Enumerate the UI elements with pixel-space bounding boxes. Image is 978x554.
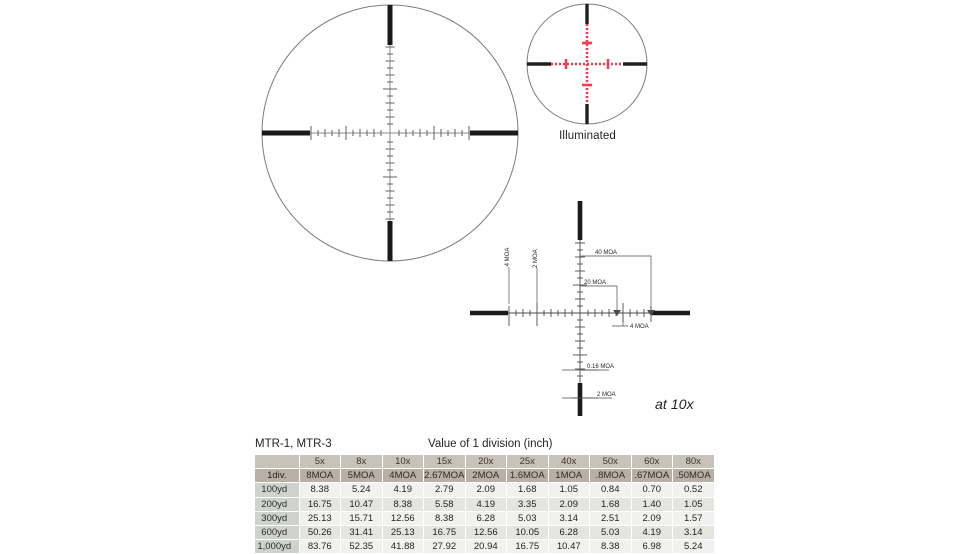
cell-1000yd-60x: 6.98 (631, 540, 673, 554)
cell-600yd-40x: 6.28 (548, 526, 590, 540)
header-mag-50x: 50x (590, 455, 632, 469)
cell-1000yd-10x: 41.88 (382, 540, 424, 554)
cell-200yd-40x: 2.09 (548, 497, 590, 511)
cell-600yd-25x: 10.05 (507, 526, 549, 540)
division-value-40x: 1MOA (548, 469, 590, 483)
row-label-300yd: 300yd (255, 511, 299, 525)
header-mag-80x: 80x (673, 455, 715, 469)
cell-200yd-50x: 1.68 (590, 497, 632, 511)
division-value-5x: 8MOA (299, 469, 341, 483)
cell-100yd-20x: 2.09 (465, 483, 507, 497)
cell-1000yd-50x: 8.38 (590, 540, 632, 554)
cell-100yd-15x: 2.79 (424, 483, 466, 497)
header-mag-25x: 25x (507, 455, 549, 469)
cell-600yd-15x: 16.75 (424, 526, 466, 540)
cell-300yd-20x: 6.28 (465, 511, 507, 525)
cell-1000yd-20x: 20.94 (465, 540, 507, 554)
reticle-model-title: MTR-1, MTR-3 (255, 438, 332, 450)
cell-100yd-60x: 0.70 (631, 483, 673, 497)
cell-200yd-8x: 10.47 (341, 497, 383, 511)
cell-200yd-10x: 8.38 (382, 497, 424, 511)
cell-100yd-5x: 8.38 (299, 483, 341, 497)
corner-cell-magnification (255, 455, 299, 469)
spec-table (255, 455, 715, 554)
table-row (255, 483, 714, 497)
header-mag-40x: 40x (548, 455, 590, 469)
cell-600yd-10x: 25.13 (382, 526, 424, 540)
spec-table-block (255, 438, 714, 554)
spec-table-head (255, 455, 714, 483)
cell-300yd-5x: 25.13 (299, 511, 341, 525)
cell-1000yd-25x: 16.75 (507, 540, 549, 554)
cell-300yd-25x: 5.03 (507, 511, 549, 525)
cell-1000yd-80x: 5.24 (673, 540, 715, 554)
table-titles (255, 438, 714, 455)
division-value-15x: 2.67MOA (424, 470, 465, 482)
cell-300yd-40x: 3.14 (548, 511, 590, 525)
cell-300yd-10x: 12.56 (382, 511, 424, 525)
division-value-20x: 2MOA (465, 469, 507, 483)
cell-300yd-8x: 15.71 (341, 511, 383, 525)
cell-200yd-60x: 1.40 (631, 497, 673, 511)
table-row (255, 497, 714, 511)
row-label-600yd: 600yd (255, 526, 299, 540)
table-row (255, 540, 714, 554)
cell-600yd-5x: 50.26 (299, 526, 341, 540)
ann-2-moa-left: 2 MOA (533, 249, 539, 268)
cell-200yd-80x: 1.05 (673, 497, 715, 511)
ann-20-moa: 20 MOA (584, 280, 607, 286)
leader-4-moa (612, 314, 628, 326)
cell-100yd-40x: 1.05 (548, 483, 590, 497)
header-mag-15x: 15x (424, 455, 466, 469)
value-of-division-title: Value of 1 division (inch) (428, 438, 553, 450)
cell-300yd-80x: 1.57 (673, 511, 715, 525)
cell-1000yd-5x: 83.76 (299, 540, 341, 554)
ann-016-moa: 0.16 MOA (587, 364, 615, 370)
cell-200yd-25x: 3.35 (507, 497, 549, 511)
spec-table-body (255, 483, 714, 554)
row-label-200yd: 200yd (255, 497, 299, 511)
cell-600yd-50x: 5.03 (590, 526, 632, 540)
detail-reticle-figure (462, 198, 732, 418)
illuminated-reticle-figure (505, 2, 670, 130)
ann-dot4-moa-left: .4 MOA (505, 247, 511, 268)
cell-100yd-10x: 4.19 (382, 483, 424, 497)
cell-1000yd-15x: 27.92 (424, 540, 466, 554)
division-value-25x: 1.6MOA (507, 469, 549, 483)
division-value-60x: .67MOA (631, 469, 673, 483)
division-header-row (255, 469, 714, 483)
header-mag-60x: 60x (631, 455, 673, 469)
header-1div-label: 1div. (255, 469, 299, 483)
header-mag-10x: 10x (382, 455, 424, 469)
cell-200yd-20x: 4.19 (465, 497, 507, 511)
detail-annotation-labels (505, 248, 649, 398)
cell-600yd-60x: 4.19 (631, 526, 673, 540)
table-row (255, 511, 714, 525)
row-label-100yd: 100yd (255, 483, 299, 497)
ann-4-moa: 4 MOA (630, 324, 649, 330)
cell-200yd-5x: 16.75 (299, 497, 341, 511)
table-row (255, 526, 714, 540)
division-value-80x: .50MOA (673, 469, 715, 483)
at-10x-caption: at 10x (655, 396, 694, 412)
row-label-1000yd: 1,000yd (255, 540, 299, 554)
cell-1000yd-40x: 10.47 (548, 540, 590, 554)
division-value-8x: 5MOA (341, 469, 383, 483)
leader-20-moa (580, 286, 617, 312)
cell-200yd-15x: 5.58 (424, 497, 466, 511)
cell-300yd-15x: 8.38 (424, 511, 466, 525)
cell-100yd-8x: 5.24 (341, 483, 383, 497)
cell-300yd-50x: 2.51 (590, 511, 632, 525)
cell-1000yd-8x: 52.35 (341, 540, 383, 554)
cell-600yd-8x: 31.41 (341, 526, 383, 540)
cell-100yd-80x: 0.52 (673, 483, 715, 497)
illuminated-reticle-caption: Illuminated (559, 130, 616, 142)
ann-40-moa: 40 MOA (595, 250, 618, 256)
magnification-header-row (255, 455, 714, 469)
division-value-10x: 4MOA (382, 469, 424, 483)
cell-600yd-80x: 3.14 (673, 526, 715, 540)
division-value-50x: .8MOA (590, 469, 632, 483)
header-mag-20x: 20x (465, 455, 507, 469)
cell-600yd-20x: 12.56 (465, 526, 507, 540)
cell-100yd-25x: 1.68 (507, 483, 549, 497)
header-mag-5x: 5x (299, 455, 341, 469)
ann-2-moa-bottom: 2 MOA (597, 392, 616, 398)
cell-300yd-60x: 2.09 (631, 511, 673, 525)
header-mag-8x: 8x (341, 455, 383, 469)
cell-100yd-50x: 0.84 (590, 483, 632, 497)
